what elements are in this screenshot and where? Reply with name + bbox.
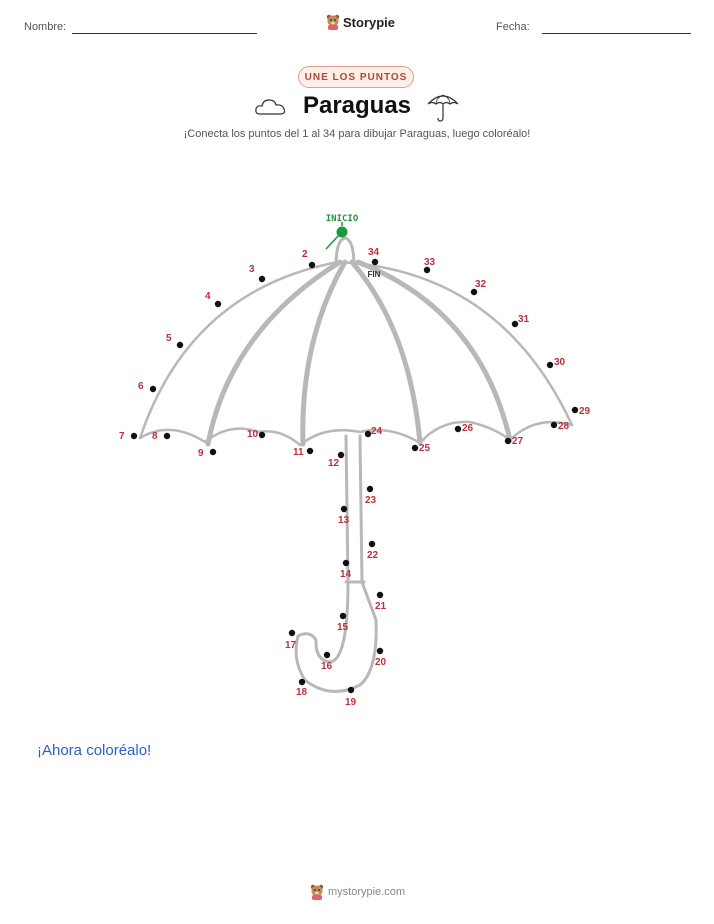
dot-label-9: 9 [198,448,204,459]
dot-label-14: 14 [340,569,352,580]
dot-label-11: 11 [293,447,304,458]
dot-label-18: 18 [296,687,308,698]
dot-3 [259,276,265,282]
dot-label-25: 25 [419,443,431,454]
dot-22 [369,541,375,547]
dot-6 [150,386,156,392]
dot-label-4: 4 [205,291,211,302]
start-marker [326,214,359,249]
page-title: Paraguas [302,92,412,119]
dot-21 [377,592,383,598]
color-prompt: ¡Ahora coloréalo! [37,742,152,759]
umbrella-outline [140,238,572,691]
dot-34 [372,259,378,265]
dot-label-3: 3 [249,264,255,275]
dot-17 [289,630,295,636]
dot-label-34: 34 [368,247,380,258]
dot-label-30: 30 [554,357,566,368]
bear-icon-footer [310,884,324,900]
end-label: FIN [367,270,381,279]
footer [310,884,405,900]
dot-13 [341,506,347,512]
dot-label-15: 15 [337,622,349,633]
dot-25 [412,445,418,451]
dot-label-28: 28 [558,421,570,432]
dot-2 [309,262,315,268]
dot-label-21: 21 [375,601,387,612]
dot-30 [547,362,553,368]
dot-4 [215,301,221,307]
dot-label-22: 22 [367,550,379,561]
dot-label-2: 2 [302,249,308,260]
activity-tag: UNE LOS PUNTOS [298,66,414,88]
dot-label-33: 33 [424,257,436,268]
dot-23 [367,486,373,492]
dot-11 [307,448,313,454]
dot-9 [210,449,216,455]
dot-label-17: 17 [285,640,297,651]
start-label: INICIO [325,214,359,224]
dots-layer [119,247,591,708]
footer-url: mystorypie.com [328,886,406,898]
dot-label-24: 24 [371,426,383,437]
dot-label-6: 6 [138,381,144,392]
instructions: ¡Conecta los puntos del 1 al 34 para dibujar Paraguas, luego coloréalo! [183,128,531,140]
date-label: Fecha: [496,21,530,33]
dot-label-32: 32 [475,279,487,290]
dot-18 [299,679,305,685]
brand-name: Storypie [343,14,396,30]
dot-10 [259,432,265,438]
dot-label-13: 13 [338,515,350,526]
dot-label-8: 8 [152,431,158,442]
dot-label-16: 16 [321,661,333,672]
dot-19 [348,687,354,693]
dot-label-20: 20 [375,657,387,668]
dot-label-12: 12 [328,458,340,469]
dot-label-7: 7 [119,431,125,442]
dot-8 [164,433,170,439]
dot-label-31: 31 [518,314,530,325]
dot-5 [177,342,183,348]
dot-27 [505,438,511,444]
dot-14 [343,560,349,566]
dot-26 [455,426,461,432]
dot-label-27: 27 [512,436,524,447]
name-label: Nombre: [24,21,67,33]
dot-15 [340,613,346,619]
dot-label-26: 26 [462,423,474,434]
dot-28 [551,422,557,428]
dot-label-5: 5 [166,333,172,344]
dot-label-19: 19 [345,697,357,708]
dot-20 [377,648,383,654]
dot-7 [131,433,137,439]
dot-29 [572,407,578,413]
dot-label-29: 29 [579,406,591,417]
dot-16 [324,652,330,658]
dot-label-23: 23 [365,495,377,506]
dot-label-10: 10 [247,429,259,440]
